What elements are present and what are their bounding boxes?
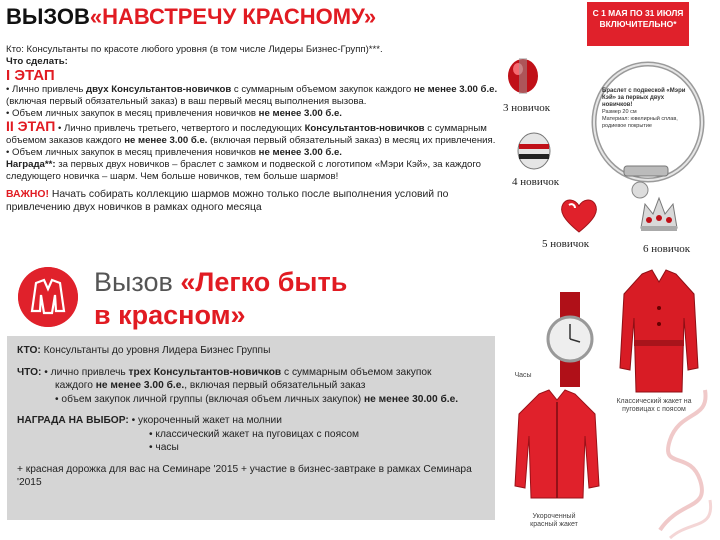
important-line: ВАЖНО! Начать собирать коллекцию шармов можно только после выполнения условий по привлечению двух новичков в рамках одного месяца [6, 189, 449, 213]
date-badge: С 1 МАЯ ПО 31 ИЮЛЯ ВКЛЮЧИТЕЛЬНО* [587, 2, 689, 46]
watch-label: Часы [514, 372, 532, 379]
bottom-what-line: ЧТО: • лично привлечь трех Консультантов-новичков с суммарным объемом закупок [17, 366, 432, 378]
charm-label-3: 3 новичок [503, 102, 551, 114]
striped-charm-icon [515, 130, 553, 172]
bottom-reward-2: • классический жакет на пуговицах с поясом [149, 428, 359, 440]
stage-1-bullet-2: • Объем личных закупок в месяц привлечения новичков не менее 3.00 б.е. [6, 108, 342, 119]
charm-label-4: 4 новичок [512, 176, 560, 188]
bottom-who-line: КТО: Консультанты до уровня Лидера Бизнес Группы [17, 345, 271, 356]
short-jacket-image [513, 388, 601, 510]
bottom-reward-3: • часы [149, 442, 179, 453]
stage-2-bullet-2: • Объем личных закупок в месяц привлечения новичков не менее 3.00 б.е. [6, 147, 342, 158]
title-black-part: ВЫЗОВ [6, 4, 90, 29]
bottom-title-line-2: в красном» [94, 300, 246, 330]
bracelet-description: Браслет с подвеской «Мэри Кэй» за первых двух новичков! Размер 20 см Материал: ювелирный сплав, родиевое покрытие [602, 88, 686, 129]
charm-label-6: 6 новичок [643, 243, 691, 255]
red-charm-icon [505, 56, 541, 96]
challenge-conditions [6, 44, 511, 214]
bottom-what-cont: каждого не менее 3.00 б.е., включая первый обязательный заказ [55, 380, 366, 391]
who-line: Кто: Консультанты по красоте любого уровня (в том числе Лидеры Бизнес-Групп)***. [6, 44, 383, 55]
bottom-conditions-box [7, 336, 495, 520]
jacket-logo-icon [18, 267, 78, 327]
stage-1-heading: I ЭТАП [6, 67, 55, 84]
stage-2-heading: II ЭТАП [6, 118, 56, 134]
crown-charm-icon [635, 190, 683, 238]
classic-jacket-image [618, 268, 700, 396]
decorative-swirl [650, 380, 720, 540]
top-section [0, 0, 720, 265]
challenge-title [6, 4, 376, 30]
title-red-part: «НАВСТРЕЧУ КРАСНОМУ» [89, 4, 377, 29]
classic-jacket-label: Классический жакет на пуговицах с поясом [616, 398, 692, 413]
bottom-bonus-line: + красная дорожка для вас на Семинаре '2015 + участие в бизнес-завтраке в рамках Семинара '2015 [17, 463, 472, 488]
stage-1-bullet-1: • Лично привлечь двух Консультантов-новичков с суммарным объемом закупок каждого не менее 3.00 б.е. (включая первый обязательный заказ) в ваш первый месяц выполнения вызова. [6, 84, 498, 107]
stage-2-paragraph: II ЭТАП • Лично привлечь третьего, четвертого и последующих Консультантов-новичков с суммарным объемом заказов каждого не менее 3.00 б.е. (включая первый обязательный заказ) в месяц их привлечения. [6, 118, 496, 146]
short-jacket-label: Укороченный красный жакет [530, 513, 578, 528]
reward-line: Награда**: за первых двух новичков – браслет с замком и подвеской с логотипом «Мэри Кэй», за каждого следующего новичка – шарм. Чем больше новичков, тем больше шармов! [6, 159, 482, 182]
heart-charm-icon [557, 195, 601, 235]
what-to-do-label: Что сделать: [6, 56, 68, 67]
bottom-title-line-1: Вызов «Легко быть [94, 267, 348, 297]
bottom-what-bullet-2: • объем закупок личной группы (включая объем личных закупок) не менее 30.00 б.е. [55, 393, 459, 405]
charm-label-5: 5 новичок [542, 238, 590, 250]
bottom-reward-line: НАГРАДА НА ВЫБОР: • укороченный жакет на молнии [17, 415, 282, 426]
watch-image [540, 292, 600, 387]
